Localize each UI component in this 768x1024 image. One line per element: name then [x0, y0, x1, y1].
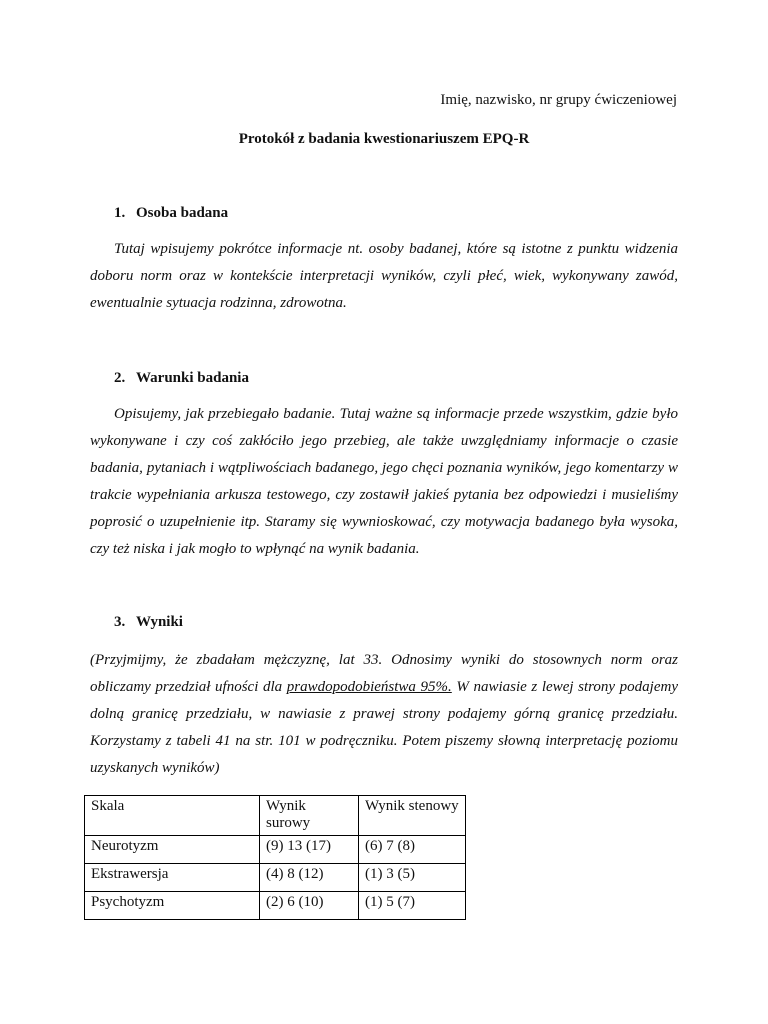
section-title: Osoba badana: [136, 205, 229, 221]
results-table: [84, 795, 466, 920]
table-header-cell: Wynik stenowy: [359, 796, 466, 836]
table-cell: (4) 8 (12): [260, 864, 359, 892]
table-header-cell: Skala: [85, 796, 260, 836]
section-heading-1: [114, 205, 228, 222]
section-text-3: [90, 647, 678, 782]
document-title: Protokół z badania kwestionariuszem EPQ-R: [238, 131, 530, 147]
table-cell: Ekstrawersja: [85, 864, 260, 892]
section-heading-2: [114, 370, 249, 387]
section-body: Tutaj wpisujemy pokrótce informacje nt. osoby badanej, które są istotne z punktu widzenia doboru norm oraz w kontekście interpretacji wyników, czyli płeć, wiek, wykonywany zawód, ewentualnie sytuacja rodzinna, zdrowotna.: [90, 241, 678, 311]
table-cell: Neurotyzm: [85, 836, 260, 864]
section-number: 1.: [114, 205, 126, 221]
table-row: [85, 864, 466, 892]
section-text-1: [90, 236, 678, 317]
section-body: Opisujemy, jak przebiegało badanie. Tutaj ważne są informacje przede wszystkim, gdzie było wykonywane i czy coś zakłóciło jego przebieg, ale także uwzględniamy informacje o czasie badania, pytaniach i wątpliwościach badanego, jego chęci poznania wyników, jego komentarzy w trakcie wypełniania arkusza testowego, czy zostawił jakieś pytania bez odpowiedzi i musieliśmy poprosić o uzupełnienie itp. Staramy się wywnioskować, czy motywacja badanego była wysoka, czy też niska i jak mogło to wpłynąć na wynik badania.: [90, 406, 678, 557]
table-cell: (6) 7 (8): [359, 836, 466, 864]
table-cell: (2) 6 (10): [260, 892, 359, 920]
table-header-cell: Wynik surowy: [260, 796, 359, 836]
table-row: [85, 836, 466, 864]
section-title: Warunki badania: [136, 370, 249, 386]
underlined-text: prawdopodobieństwa 95%.: [286, 679, 452, 695]
section-title: Wyniki: [136, 614, 183, 630]
table-cell: Psychotyzm: [85, 892, 260, 920]
table-cell: (1) 5 (7): [359, 892, 466, 920]
section-number: 3.: [114, 614, 126, 630]
table-header-row: [85, 796, 466, 836]
table-row: [85, 892, 466, 920]
table-cell: (1) 3 (5): [359, 864, 466, 892]
section-text-2: [90, 401, 678, 563]
section-body-end: W nawiasie z lewej strony podajemy dolną granicę przedziału, w nawiasie z prawej strony podajemy górną granicę przedziału. Korzystamy z tabeli 41 na str. 101 w podręczniku. Potem piszemy słowną interpretację poziomu uzyskanych wyników): [90, 679, 678, 776]
table-cell: (9) 13 (17): [260, 836, 359, 864]
section-body-start: (Przyjmijmy, że zbadałam mężczyznę, lat 33. Odnosimy wyniki do stosownych norm oraz obliczamy przedział ufności dla: [90, 652, 678, 695]
section-number: 2.: [114, 370, 126, 386]
section-heading-3: [114, 614, 183, 631]
author-line: Imię, nazwisko, nr grupy ćwiczeniowej: [440, 92, 677, 108]
